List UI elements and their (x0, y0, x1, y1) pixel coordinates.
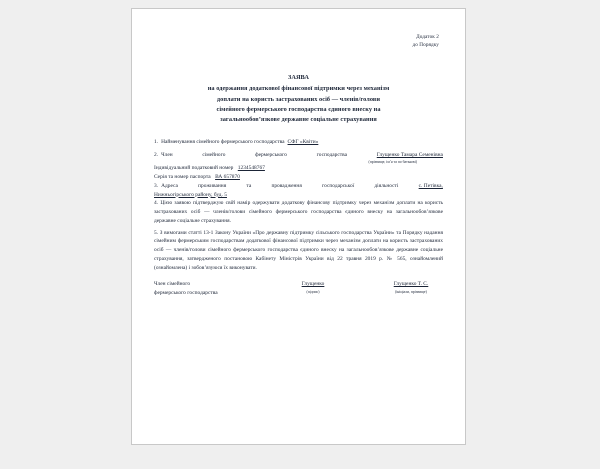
passport-label: Серія та номер паспорта (154, 174, 211, 181)
item-1-value: СФГ «Квіти» (287, 139, 319, 146)
item-3-value-line-2-row (154, 191, 443, 200)
item-3-value-line-1: с. Петівка, (418, 182, 443, 189)
item-5-paragraph: 5. З вимогами статті 13-1 Закону України «Про державну підтримку сільського господарства України» та Порядку надання сімейним фермерським господарствам додаткової фінансової підтримки через механізм доплати на користь застрахованих осіб — членів/голови сімейного фермерського господарства єдиного внеску на загальнообов’язкове державне соціальне страхування, затвердженого постановою Кабінету Міністрів України від 22 травня 2019 р. № 565, ознайомлений (ознайомлена) і зобов’язуюся їх виконувати. (154, 229, 443, 271)
item-2-label-part-1: Член (161, 151, 173, 158)
item-3 (154, 182, 443, 200)
item-2-label-part-4: господарства (316, 151, 348, 158)
document-body (154, 138, 443, 298)
item-1 (154, 138, 443, 147)
signature-signature-column (276, 280, 350, 295)
item-2-number: 2. (154, 151, 159, 158)
signature-name-value: Глущенко Т. С. (393, 281, 429, 288)
title-line-3: сімейного фермерського господарства єдиного внеску на (216, 105, 381, 113)
item-3-label (161, 182, 443, 191)
signature-caption: (підпис) (306, 289, 320, 294)
item-3-value-line-2: Нижньогірського району, буд. 5 (154, 191, 227, 198)
signature-role (154, 280, 272, 298)
appendix-line-1: Додаток 2 (416, 34, 439, 40)
signature-name-column (366, 280, 456, 295)
signature-role-line-1: Член сімейного (154, 281, 191, 288)
signature-block (154, 280, 443, 298)
item-2 (154, 151, 443, 165)
item-3-label-part-4: провадження (271, 182, 302, 189)
appendix-reference (154, 33, 439, 49)
passport-value: ВА 657870 (215, 174, 240, 181)
title-line-4: загальнообов’язкове державне соціальне страхування (220, 115, 377, 123)
item-1-label: Найменування сімейного фермерського господарства (161, 139, 285, 146)
item-2-value: Глущенко Тамара Семенівна (376, 151, 443, 158)
document-page (131, 8, 466, 445)
document-title (160, 73, 437, 125)
title-line-2: доплати на користь застрахованих осіб — членів/голови (216, 95, 381, 103)
item-3-label-part-6: діяльності (374, 182, 399, 189)
item-2-label-part-2: сімейного (202, 151, 226, 158)
title-line-1: на одержання додаткової фінансової підтримки через механізм (207, 85, 390, 93)
signature-role-line-2: фермерського господарства (154, 290, 218, 297)
item-1-number: 1. (154, 139, 159, 146)
item-1-row (154, 138, 443, 147)
item-3-label-part-1: Адреса (161, 182, 178, 189)
item-2-row (154, 151, 443, 160)
item-2-label-part-3: фермерського (255, 151, 287, 158)
item-2-label (161, 151, 443, 160)
item-4-paragraph: 4. Цією заявою підтверджую свій намір одержувати додаткову фінансову підтримку через механізм доплати на користь застрахованих осіб — членів/голови сімейного фермерського господарства єдиного внеску на загальнообов’язкове державне соціальне страхування. (154, 200, 443, 224)
title-heading: ЗАЯВА (287, 74, 310, 82)
item-3-row (154, 182, 443, 191)
item-3-label-part-5: господарської (322, 182, 355, 189)
item-3-label-part-3: та (246, 182, 252, 189)
signature-name-caption: (ініціали, прізвище) (395, 289, 427, 294)
item-3-label-part-2: проживання (198, 182, 227, 189)
item-3-number: 3. (154, 182, 159, 189)
item-2-caption: (прізвище, ім’я та по батькові) (368, 159, 417, 164)
tax-id-row (154, 164, 443, 173)
tax-id-value: 1234548767 (237, 165, 265, 172)
appendix-line-2: до Порядку (412, 42, 439, 49)
passport-row (154, 173, 443, 182)
tax-id-label: Індивідуальний податковий номер (154, 165, 234, 172)
signature-value: Глущенко (301, 281, 325, 288)
